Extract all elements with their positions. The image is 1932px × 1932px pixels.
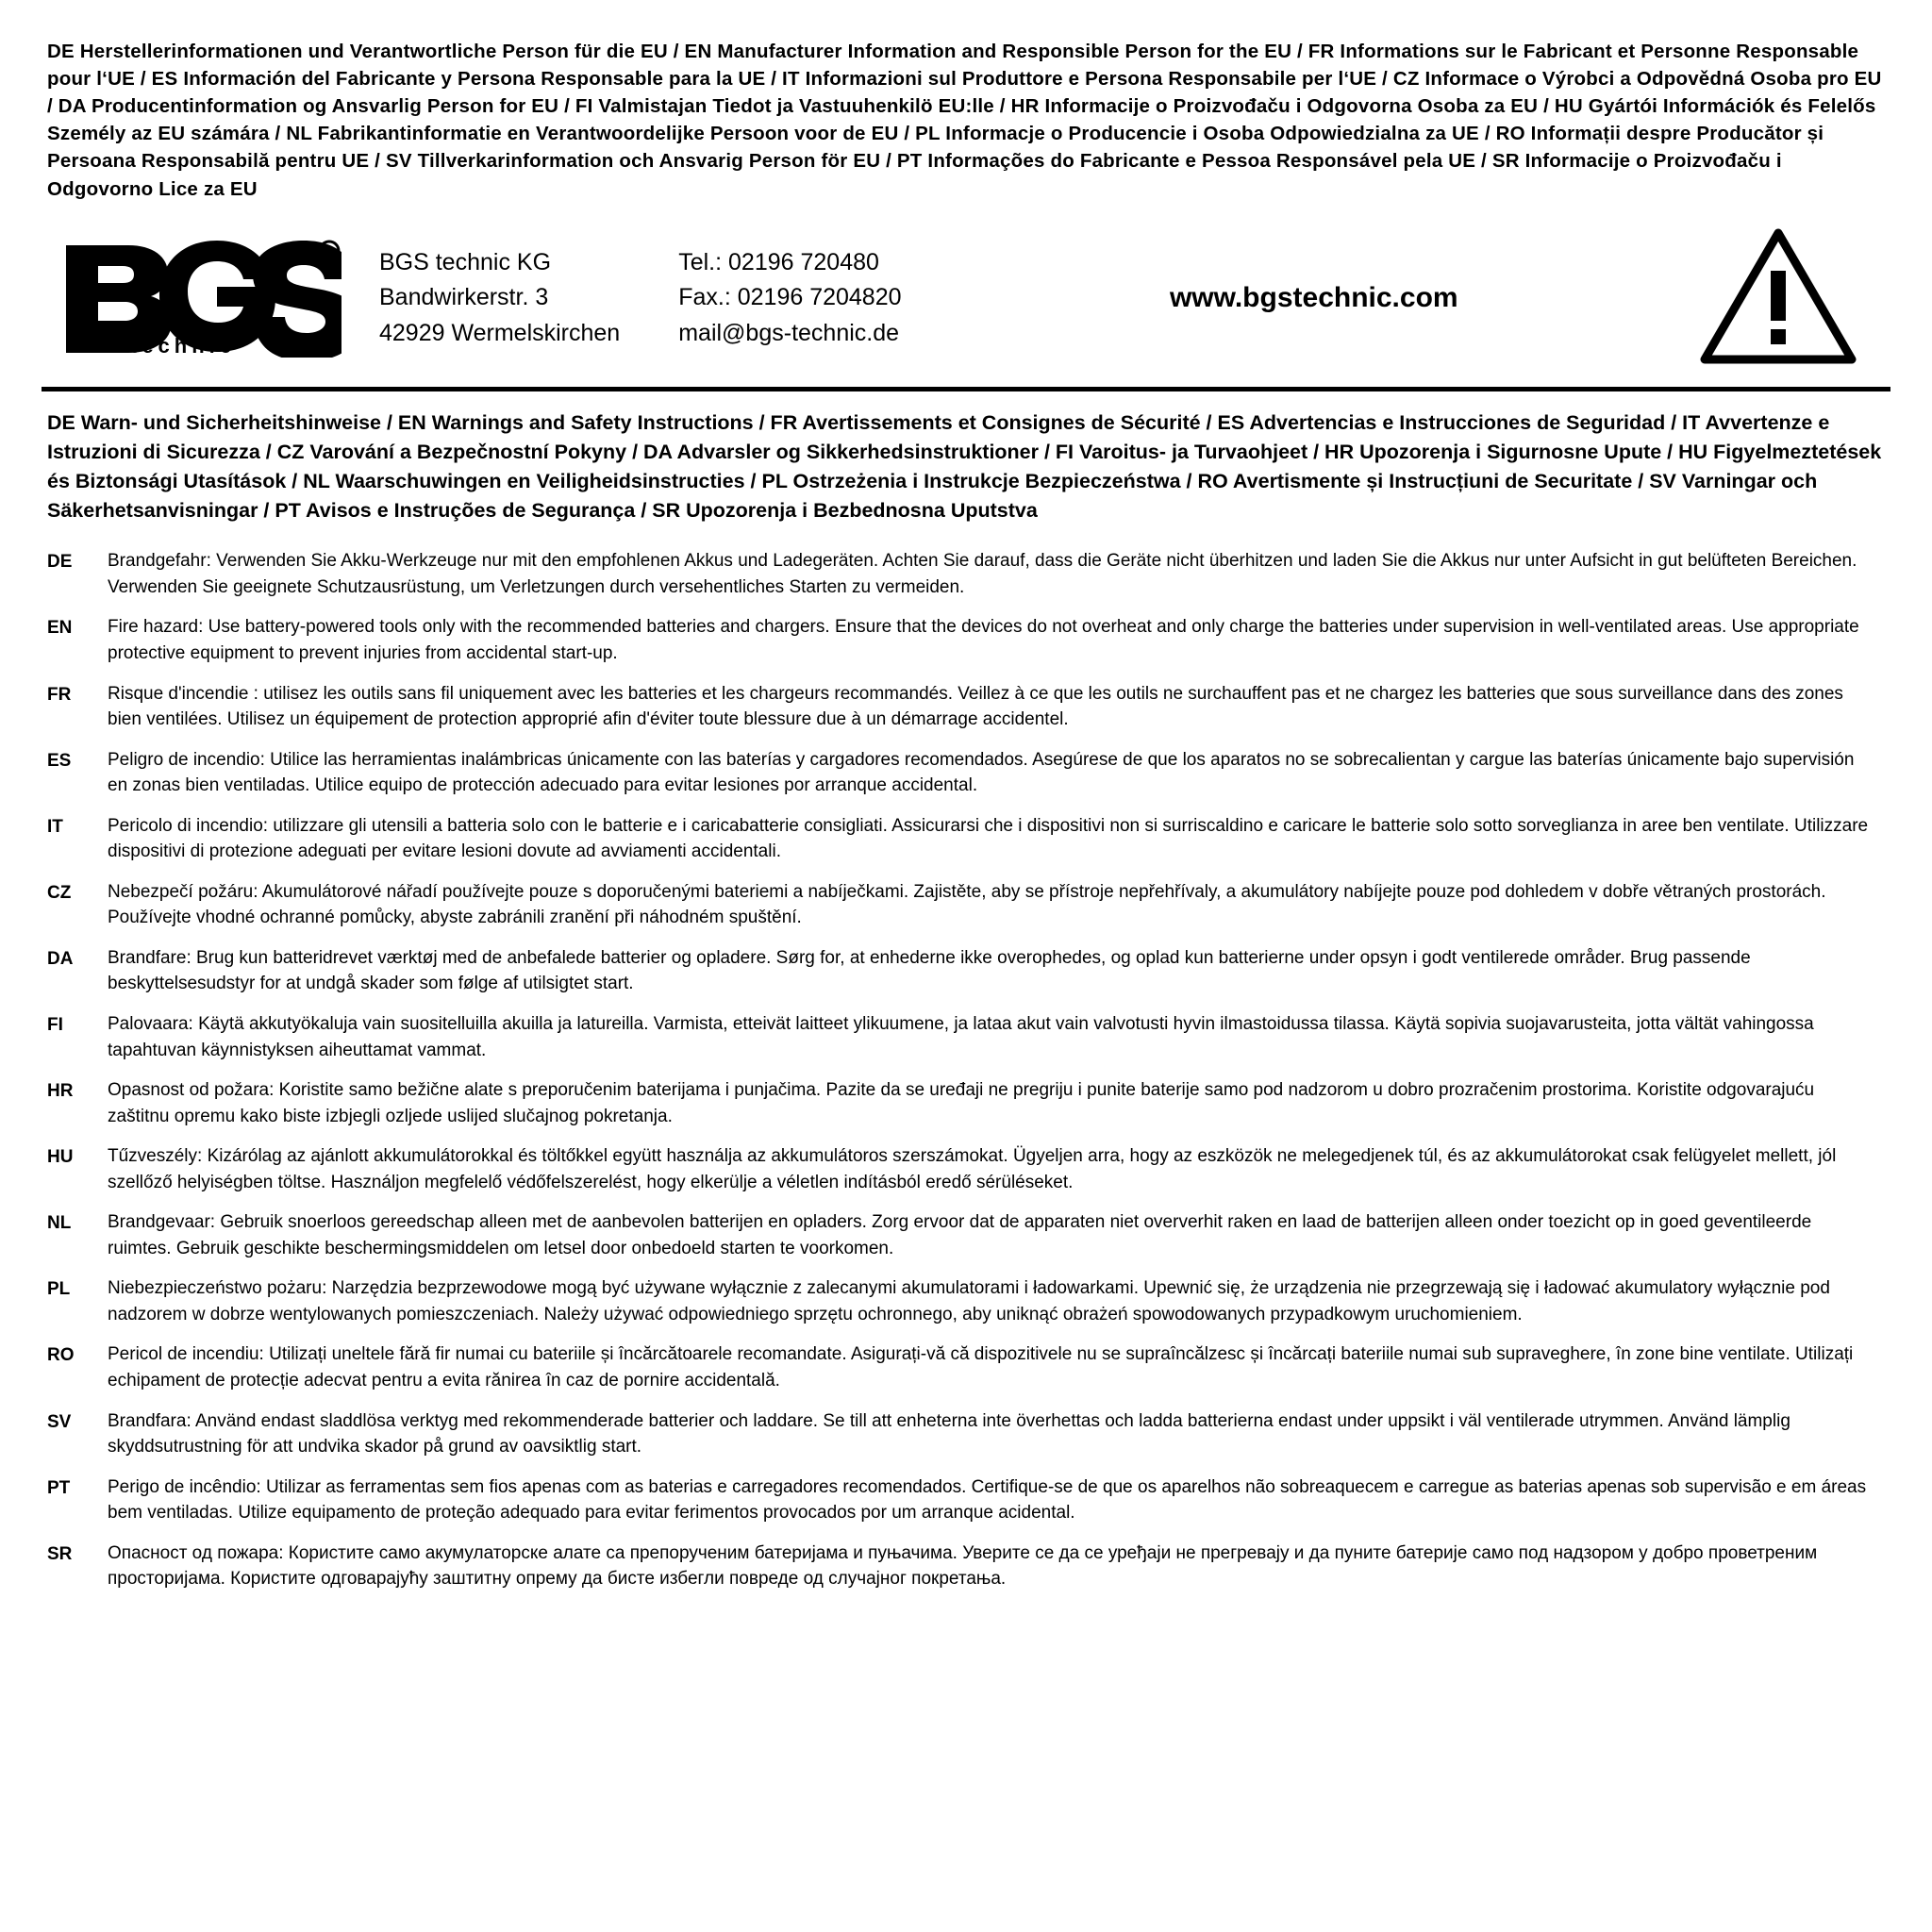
language-code: HR <box>47 1081 74 1102</box>
list-item <box>47 1275 1885 1327</box>
language-text: Brandfare: Brug kun batteridrevet værktøj med de anbefalede batterier og opladere. Sørg for, at enhederne ikke overophedes, og oplad kun batterierne under opsyn i godt ventilerede områder. Brug passende beskyttelsesudstyr for at undgå skader som følge af utilsigtet start. <box>108 947 1751 994</box>
language-code: RO <box>47 1345 75 1366</box>
language-code: DA <box>47 948 74 969</box>
language-text: Niebezpieczeństwo pożaru: Narzędzia bezprzewodowe mogą być używane wyłącznie z zalecanymi akumulatorami i ładowarkami. Upewnić się, że urządzenia nie przegrzewają się i ładować akumulatory wyłącznie pod nadzorem w dobrze wentylowanych pomieszczeniach. Należy używać odpowiedniego sprzętu ochronnego, aby uniknąć obrażeń spowodowanych przypadkowym uruchomieniem. <box>108 1278 1830 1324</box>
list-item <box>47 747 1885 799</box>
list-item <box>47 1077 1885 1129</box>
list-item <box>47 1408 1885 1460</box>
company-address <box>370 245 620 352</box>
warning-triangle-icon <box>1698 225 1883 372</box>
language-text: Brandgevaar: Gebruik snoerloos gereedschap alleen met de aanbevolen batterijen en opladers. Zorg ervoor dat de apparaten niet oververhit raken en laad de batterijen alleen onder toezicht op in goed geventileerde ruimtes. Gebruik geschikte beschermingsmiddelen om letsel door onbedoeld starten te voorkomen. <box>108 1212 1812 1258</box>
language-code: HU <box>47 1147 74 1168</box>
language-text: Pericolo di incendio: utilizzare gli utensili a batteria solo con le batterie e i caricabatterie consigliati. Assicurarsi che i dispositivi non si surriscaldino e caricare le batterie solo sotto sorveglianza in aree ben ventilate. Utilizzare dispositivi di protezione adeguati per evitare lesioni dovute ad avviamenti accidentali. <box>108 815 1869 862</box>
list-item <box>47 548 1885 600</box>
list-item <box>47 1209 1885 1261</box>
language-text: Опасност од пожара: Користите само акумулаторске алате са препорученим батеријама и пуњачима. Уверите се да се уређаји не прегревају и да пуните батерије само под надзором у добро проветреним просторијама. Користите одговарајућу заштитну опрему да бисте избегли повреде од случајног покретања. <box>108 1542 1818 1590</box>
language-code: ES <box>47 750 72 771</box>
list-item <box>47 813 1885 865</box>
company-contact-details <box>620 245 901 352</box>
company-fax: Fax.: 02196 7204820 <box>678 284 902 311</box>
language-text: Perigo de incêndio: Utilizar as ferramentas sem fios apenas com as baterias e carregadores recomendados. Certifique-se de que os aparelhos não sobreaquecem e carregue as baterias apenas sob supervisão e em áreas bem ventiladas. Utilize equipamento de proteção adequado para evitar ferimentos provocados por um arranque acidental. <box>108 1476 1867 1524</box>
company-tel: Tel.: 02196 720480 <box>678 248 879 275</box>
language-text: Pericol de incendiu: Utilizați uneltele fără fir numai cu bateriile și încărcătoarele recomandate. Asigurați-vă că dispozitivele nu se supraîncălzesc și încărcați bateriile numai sub supraveghere, în zone bine ventilate. Utilizați echipament de protecție adecvat pentru a evita rănirea în caz de pornire accidentală. <box>108 1344 1854 1391</box>
language-text: Risque d'incendie : utilisez les outils sans fil uniquement avec les batteries et les chargeurs recommandés. Veillez à ce que les outils ne surchauffent pas et ne chargez les batteries que sous surveillance dans des zones bien ventilées. Utilisez un équipement de protection approprié afin d'éviter toute blessure due à un démarrage accidentel. <box>108 683 1843 730</box>
list-item <box>47 681 1885 733</box>
list-item <box>47 1541 1885 1592</box>
warnings-section-title: DE Warn- und Sicherheitshinweise / EN Warnings and Safety Instructions / FR Avertissements et Consignes de Sécurité / ES Advertencias e Instrucciones de Seguridad / IT Avvertenze e Istruzioni di Sicurezza / CZ Varování a Bezpečnostní Pokyny / DA Advarsler og Sikkerhedsinstruktioner / FI Varoitus- ja Turvaohjeet / HR Upozorenja i Sigurnosne Upute / HU Figyelmeztetések és Biztonsági Utasítások / NL Waarschuwingen en Veiligheidsinstructies / PL Ostrzeżenia i Instrukcje Bezpieczeństwa / RO Avertismente și Instrucțiuni de Securitate / SV Varningar och Säkerhetsanvisningar / PT Avisos e Instruções de Segurança / SR Upozorenja i Bezbednosna Uputstva <box>47 410 1882 523</box>
list-item <box>47 879 1885 931</box>
language-text: Fire hazard: Use battery-powered tools only with the recommended batteries and chargers. Ensure that the devices do not overheat and only charge the batteries under supervision in well-ventilated areas. Use appropriate protective equipment to prevent injuries from accidental start-up. <box>108 617 1859 663</box>
language-code: SV <box>47 1411 72 1432</box>
language-text: Palovaara: Käytä akkutyökaluja vain suositelluilla akuilla ja latureilla. Varmista, etteivät laitteet ylikuumene, ja lataa akut vain valvotusti hyvin ilmastoidussa tilassa. Käytä sopivia suojavarusteita, jotta vältät vahingossa tapahtuvan käynnistyksen aiheuttamat vammat. <box>108 1014 1814 1060</box>
list-item <box>47 1341 1885 1393</box>
language-text: Nebezpečí požáru: Akumulátorové nářadí používejte pouze s doporučenými bateriemi a nabíječkami. Zajistěte, aby se přístroje nepřehřívaly, a akumulátory nabíjejte pouze pod dohledem v dobře větraných prostorách. Používejte vhodné ochranné pomůcky, abyste zabránili zranění při náhodném spuštění. <box>108 881 1826 928</box>
company-street: Bandwirkerstr. 3 <box>379 284 549 311</box>
list-item <box>47 1143 1885 1195</box>
language-code: IT <box>47 816 63 837</box>
language-code: PT <box>47 1477 71 1498</box>
company-name: BGS technic KG <box>379 248 552 275</box>
language-code: DE <box>47 552 73 573</box>
list-item <box>47 1474 1885 1526</box>
language-code: CZ <box>47 882 72 903</box>
company-website[interactable]: www.bgstechnic.com <box>1169 282 1458 314</box>
company-city: 42929 Wermelskirchen <box>379 319 621 346</box>
language-text: Tűzveszély: Kizárólag az ajánlott akkumulátorokkal és töltőkkel együtt használja az akkumulátoros szerszámokat. Ügyeljen arra, hogy az eszközök ne melegedjenek túl, és az akkumulátorokat csak felügyelet mellett, jól szellőző helyiségben töltse. Használjon megfelelő védőfelszerelést, hogy elkerülje a véletlen indításból eredő sérüléseket. <box>108 1146 1837 1192</box>
language-text: Brandfara: Använd endast sladdlösa verktyg med rekommenderade batterier och laddare. Se till att enheterna inte överhettas och ladda batterierna endast under uppsikt i väl ventilerade utrymmen. Använd lämplig skyddsutrustning för att undvika skador på grund av oavsiktlig start. <box>108 1410 1790 1457</box>
list-item <box>47 1011 1885 1063</box>
language-text: Opasnost od požara: Koristite samo bežične alate s preporučenim baterijama i punjačima. Pazite da se uređaji ne pregriju i punite baterije samo pod nadzorom u dobro prozračenim prostorima. Koristite odgovarajuću zaštitnu opremu kako biste izbjegli ozljede uslijed slučajnog pokretanja. <box>108 1080 1815 1126</box>
language-code: PL <box>47 1279 71 1300</box>
svg-text:technic: technic <box>130 333 237 358</box>
company-email[interactable]: mail@bgs-technic.de <box>678 319 900 346</box>
list-item <box>47 614 1885 666</box>
bgs-logo <box>49 240 370 358</box>
language-code: FI <box>47 1015 63 1035</box>
language-text: Brandgefahr: Verwenden Sie Akku-Werkzeuge nur mit den empfohlenen Akkus und Ladegeräten. Achten Sie darauf, dass die Geräte nicht überhitzen und laden Sie die Akkus nur unter Aufsicht in gut belüfteten Bereichen. Verwenden Sie geeignete Schutzausrüstung, um Verletzungen durch versehentliches Starten zu vermeiden. <box>108 551 1857 597</box>
language-text: Peligro de incendio: Utilice las herramientas inalámbricas únicamente con las baterías y cargadores recomendados. Asegúrese de que los aparatos no se sobrecalientan y cargue las baterías únicamente bajo supervisión en zonas bien ventiladas. Utilice equipo de protección adecuado para evitar lesiones por arranque accidental. <box>108 749 1855 796</box>
language-code: SR <box>47 1543 73 1564</box>
company-contact-block <box>42 220 1890 391</box>
language-code: FR <box>47 684 72 705</box>
manufacturer-info-header: DE Herstellerinformationen und Verantwortliche Person für die EU / EN Manufacturer Information and Responsible Person for the EU / FR Informations sur le Fabricant et Personne Responsable pour l‘UE / ES Información del Fabricante y Persona Responsable para la UE / IT Informazioni sul Produttore e Persona Responsabile per l‘UE / CZ Informace o Výrobci a Odpovědná Osoba pro EU / DA Producentinformation og Ansvarlig Person for EU / FI Valmistajan Tiedot ja Vastuuhenkilö EU:lle / HR Informacije o Proizvođaču i Odgovorna Osoba za EU / HU Gyártói Információk és Felelős Személy az EU számára / NL Fabrikantinformatie en Verantwoordelijke Persoon voor de EU / PL Informacje o Producencie i Osoba Odpowiedzialna za UE / RO Informații despre Producător și Persoana Responsabilă pentru UE / SV Tillverkarinformation och Ansvarig Person för EU / PT Informações do Fabricante e Pessoa Responsável pela UE / SR Informacije o Proizvođaču i Odgovorno Lice za EU <box>47 41 1882 200</box>
svg-text:R: R <box>324 243 335 259</box>
list-item <box>47 945 1885 997</box>
language-code: EN <box>47 618 73 639</box>
language-code: NL <box>47 1213 72 1234</box>
language-warning-list <box>42 535 1890 1644</box>
